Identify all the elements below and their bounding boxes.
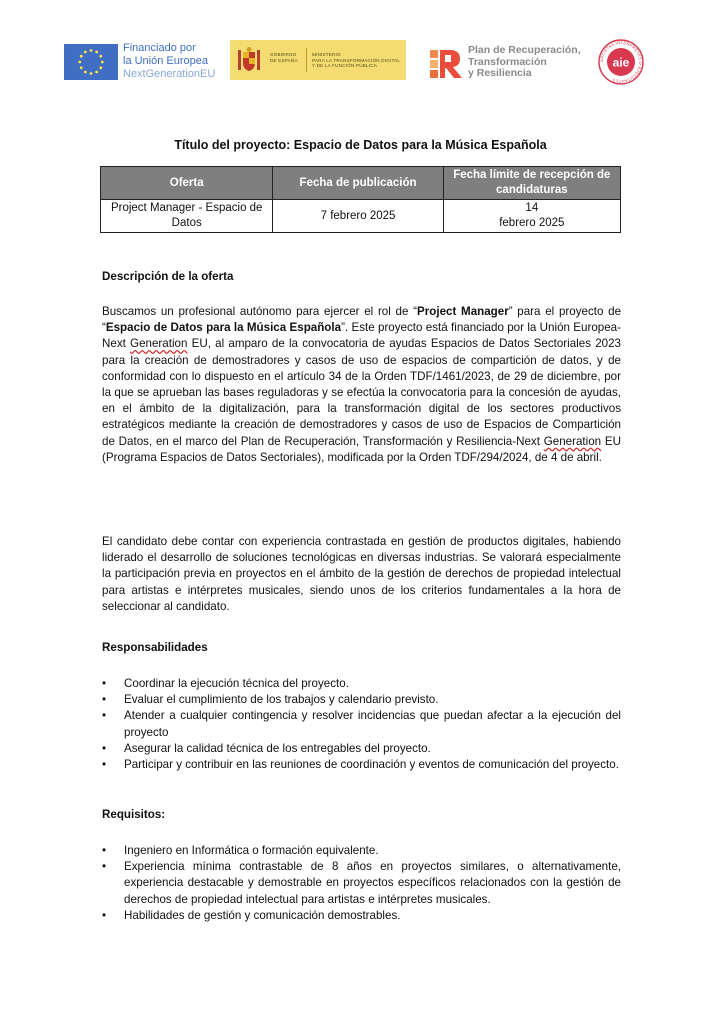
offer-table — [100, 166, 621, 233]
list-item: • Evaluar el cumplimiento de los trabajos y calendario previsto. — [102, 692, 621, 708]
list-item: • Atender a cualquier contingencia y resolver incidencias que puedan afectar a la ejecución del proyecto — [102, 708, 621, 740]
header-offer: Oferta — [101, 167, 273, 200]
list-item: • Ingeniero en Informática o formación equivalente. — [102, 843, 621, 859]
prtr-logo-icon — [428, 44, 464, 80]
cell-offer: Project Manager - Espacio de Datos — [101, 200, 273, 233]
header-deadline: Fecha límite de recepción de candidaturas — [443, 167, 620, 200]
logo-header — [0, 38, 721, 86]
gobierno-label: GOBIERNO DE ESPAÑA — [270, 52, 298, 63]
list-item: • Habilidades de gestión y comunicación demostrables. — [102, 908, 621, 924]
requirements-heading: Requisitos: — [102, 808, 166, 821]
list-item: • Coordinar la ejecución técnica del proyecto. — [102, 676, 621, 692]
requirements-list — [102, 843, 621, 924]
gobierno-espana-logo — [230, 40, 406, 80]
eu-flag-icon — [64, 44, 118, 80]
table-header-row — [101, 167, 621, 200]
responsibilities-heading: Responsabilidades — [102, 641, 208, 654]
logo-divider — [306, 48, 307, 72]
table-row — [101, 200, 621, 233]
page-title: Título del proyecto: Espacio de Datos para la Música Española — [174, 138, 547, 152]
description-paragraph-1: Buscamos un profesional autónomo para ejercer el rol de “Project Manager” para el proyecto de “Espacio de Datos para la Música Española”. Este proyecto está financiado por la Unión Europea-Next Generation EU, al amparo de la convocatoria de ayudas Espacios de Datos Sectoriales 2023 para la creación de demostradores y casos de uso de espacios de compartición de datos, y de conformidad con lo dispuesto en el artículo 34 de la Orden TDF/1461/2023, de 29 de diciembre, por la que se aprueban las bases reguladoras y se efectúa la convocatoria para la concesión de ayudas, en el ámbito de la digitalización, para la transformación digital de los sectores productivos estratégicos mediante la creación de demostradores y casos de uso de Espacios de Compartición de Datos, en el marco del Plan de Recuperación, Transformación y Resiliencia-Next Generation EU (Programa Espacios de Datos Sectoriales), modificada por la Orden TDF/294/2024, de 4 de abril. — [102, 305, 622, 464]
ministerio-label: MINISTERIO PARA LA TRANSFORMACIÓN DIGITAL Y DE LA FUNCIÓN PÚBLICA — [312, 52, 401, 69]
svg-text:aie: aie — [612, 55, 630, 70]
aie-logo-icon — [597, 38, 645, 86]
eu-funding-label: Financiado por la Unión Europea NextGenerationEU — [123, 42, 216, 80]
responsibilities-list — [102, 676, 621, 773]
cell-publication-date: 7 febrero 2025 — [273, 200, 443, 233]
list-item: • Experiencia mínima contrastable de 8 años en proyectos similares, o alternativamente, experiencia destacable y demostrable en proyectos específicos relacionados con la gestión de derechos de propiedad intelectual para artistas e intérpretes musicales. — [102, 859, 621, 908]
description-heading: Descripción de la oferta — [102, 270, 234, 283]
header-publication-date: Fecha de publicación — [273, 167, 443, 200]
list-item: • Asegurar la calidad técnica de los entregables del proyecto. — [102, 741, 621, 757]
coat-of-arms-icon — [236, 46, 262, 74]
svg-text:ARTISTAS INTÉRPRETES O EJECUTA: ARTISTAS INTÉRPRETES O EJECUTANTES — [598, 39, 644, 85]
list-item: • Participar y contribuir en las reuniones de coordinación y eventos de comunicación del proyecto. — [102, 757, 621, 773]
prtr-label: Plan de Recuperación, Transformación y Resiliencia — [468, 44, 581, 79]
description-paragraph-2: El candidato debe contar con experiencia contrastada en gestión de productos digitales, habiendo liderado el desarrollo de soluciones tecnológicas en diversas industrias. Se valorará especialmente la participación previa en proyectos en el ámbito de la gestión de derechos de propiedad intelectual para artistas e intérpretes musicales, siendo unos de los criterios fundamentales a la hora de seleccionar al candidato. — [102, 535, 621, 613]
cell-deadline: 14 febrero 2025 — [443, 200, 620, 233]
